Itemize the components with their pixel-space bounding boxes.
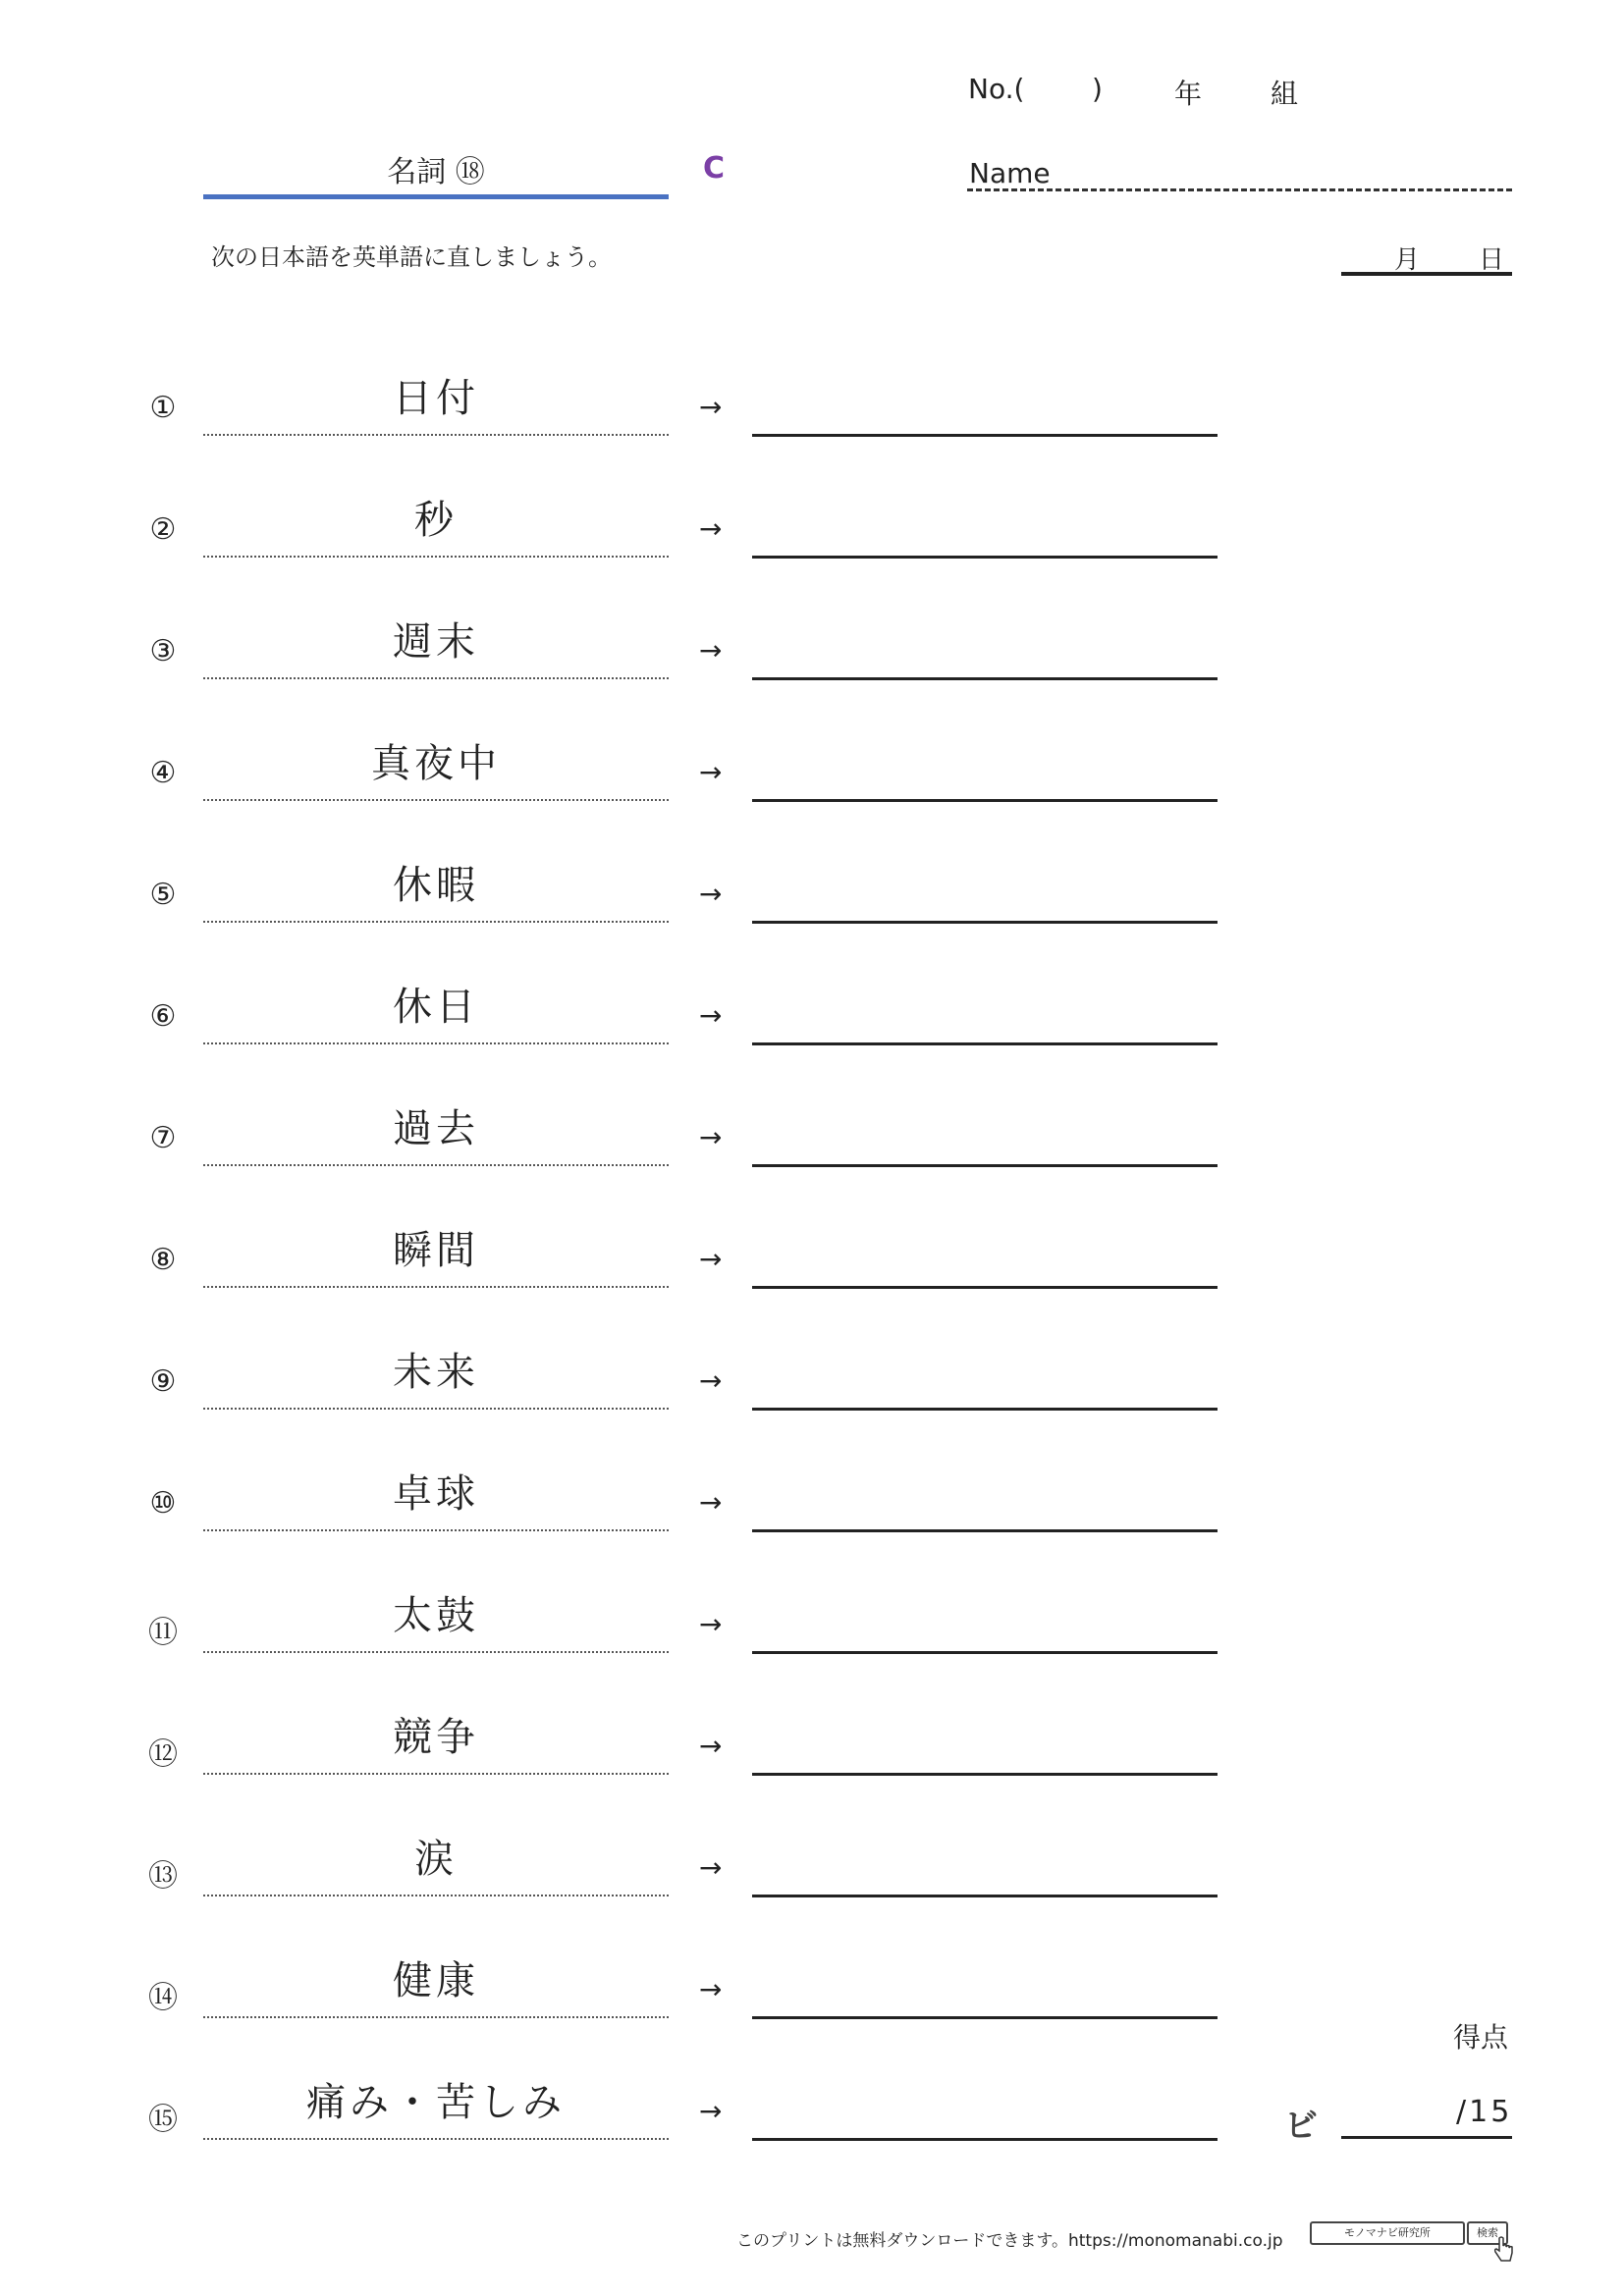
score-label: 得点 <box>1453 2021 1509 2054</box>
question-number: ⑪ <box>148 1616 178 1650</box>
answer-line[interactable] <box>752 1529 1218 1532</box>
worksheet-title: 名詞 ⑱ <box>387 155 485 189</box>
number-label: No.( <box>968 73 1025 105</box>
japanese-word: 健康 <box>393 1958 479 2003</box>
arrow-icon: → <box>699 2095 723 2127</box>
japanese-word: 真夜中 <box>371 741 501 786</box>
word-underline <box>203 1164 669 1166</box>
day-label: 日 <box>1479 245 1505 275</box>
japanese-word: 競争 <box>393 1715 479 1760</box>
japanese-word: 休暇 <box>393 863 479 908</box>
arrow-icon: → <box>699 1851 723 1884</box>
answer-line[interactable] <box>752 1042 1218 1045</box>
japanese-word: 秒 <box>414 498 458 543</box>
word-underline <box>203 677 669 679</box>
answer-line[interactable] <box>752 1286 1218 1289</box>
score-field-line[interactable] <box>1341 2136 1512 2139</box>
answer-line[interactable] <box>752 921 1218 924</box>
japanese-word: 太鼓 <box>393 1593 479 1638</box>
answer-line[interactable] <box>752 2016 1218 2019</box>
word-underline <box>203 2016 669 2018</box>
question-number: ① <box>149 391 177 425</box>
word-underline <box>203 921 669 923</box>
arrow-icon: → <box>699 999 723 1032</box>
answer-line[interactable] <box>752 434 1218 437</box>
answer-line[interactable] <box>752 1164 1218 1167</box>
answer-line[interactable] <box>752 799 1218 802</box>
question-number: ⑭ <box>148 1981 178 2015</box>
date-field-line[interactable] <box>1341 272 1512 276</box>
word-underline <box>203 2138 669 2140</box>
answer-line[interactable] <box>752 2138 1218 2141</box>
instruction-text: 次の日本語を英単語に直しましょう。 <box>211 243 612 271</box>
question-number: ⑨ <box>149 1364 177 1399</box>
number-close: ) <box>1092 73 1103 105</box>
month-label: 月 <box>1394 245 1421 275</box>
question-number: ④ <box>149 756 177 790</box>
word-underline <box>203 434 669 436</box>
question-number: ⑧ <box>149 1243 177 1277</box>
japanese-word: 涙 <box>414 1837 458 1882</box>
answer-line[interactable] <box>752 1651 1218 1654</box>
word-underline <box>203 1529 669 1531</box>
question-number: ⑥ <box>149 999 177 1034</box>
arrow-icon: → <box>699 1364 723 1397</box>
arrow-icon: → <box>699 756 723 788</box>
question-number: ③ <box>149 634 177 668</box>
score-total: /15 <box>1456 2095 1513 2129</box>
answer-line[interactable] <box>752 1895 1218 1897</box>
question-number: ⑬ <box>148 1859 178 1894</box>
question-number: ② <box>149 512 177 547</box>
class-label: 組 <box>1271 78 1299 110</box>
arrow-icon: → <box>699 1730 723 1762</box>
japanese-word: 痛み・苦しみ <box>306 2080 566 2125</box>
word-underline <box>203 1042 669 1044</box>
word-underline <box>203 1651 669 1653</box>
footer-text: このプリントは無料ダウンロードできます。https://monomanabi.co.jp <box>736 2231 1283 2251</box>
japanese-word: 卓球 <box>393 1471 479 1517</box>
answer-line[interactable] <box>752 677 1218 680</box>
year-label: 年 <box>1174 78 1203 110</box>
answer-line[interactable] <box>752 556 1218 559</box>
word-underline <box>203 1286 669 1288</box>
arrow-icon: → <box>699 634 723 667</box>
arrow-icon: → <box>699 1486 723 1519</box>
question-number: ⑤ <box>149 878 177 912</box>
word-underline <box>203 1895 669 1896</box>
pointer-hand-icon <box>1492 2236 1516 2264</box>
japanese-word: 過去 <box>393 1106 479 1151</box>
japanese-word: 瞬間 <box>393 1228 479 1273</box>
answer-line[interactable] <box>752 1773 1218 1776</box>
search-button[interactable]: 検索 <box>1467 2221 1508 2245</box>
arrow-icon: → <box>699 1608 723 1640</box>
japanese-word: 休日 <box>393 985 479 1030</box>
arrow-icon: → <box>699 1243 723 1275</box>
question-number: ⑦ <box>149 1121 177 1155</box>
search-box[interactable]: モノマナビ研究所 <box>1310 2221 1465 2245</box>
name-label: Name <box>969 157 1051 189</box>
score-mark: ビ <box>1284 2107 1318 2146</box>
japanese-word: 週末 <box>393 619 479 665</box>
arrow-icon: → <box>699 1973 723 2005</box>
question-number: ⑫ <box>148 1737 178 1772</box>
arrow-icon: → <box>699 512 723 545</box>
name-field-line[interactable] <box>967 188 1512 191</box>
word-underline <box>203 799 669 801</box>
arrow-icon: → <box>699 878 723 910</box>
arrow-icon: → <box>699 391 723 423</box>
japanese-word: 日付 <box>393 376 479 421</box>
level-badge: C <box>703 151 726 186</box>
answer-line[interactable] <box>752 1408 1218 1411</box>
word-underline <box>203 1408 669 1410</box>
question-number: ⑩ <box>149 1486 177 1521</box>
question-number: ⑮ <box>148 2103 178 2137</box>
arrow-icon: → <box>699 1121 723 1153</box>
worksheet-title-bar <box>203 143 669 199</box>
word-underline <box>203 1773 669 1775</box>
japanese-word: 未来 <box>393 1350 479 1395</box>
word-underline <box>203 556 669 558</box>
